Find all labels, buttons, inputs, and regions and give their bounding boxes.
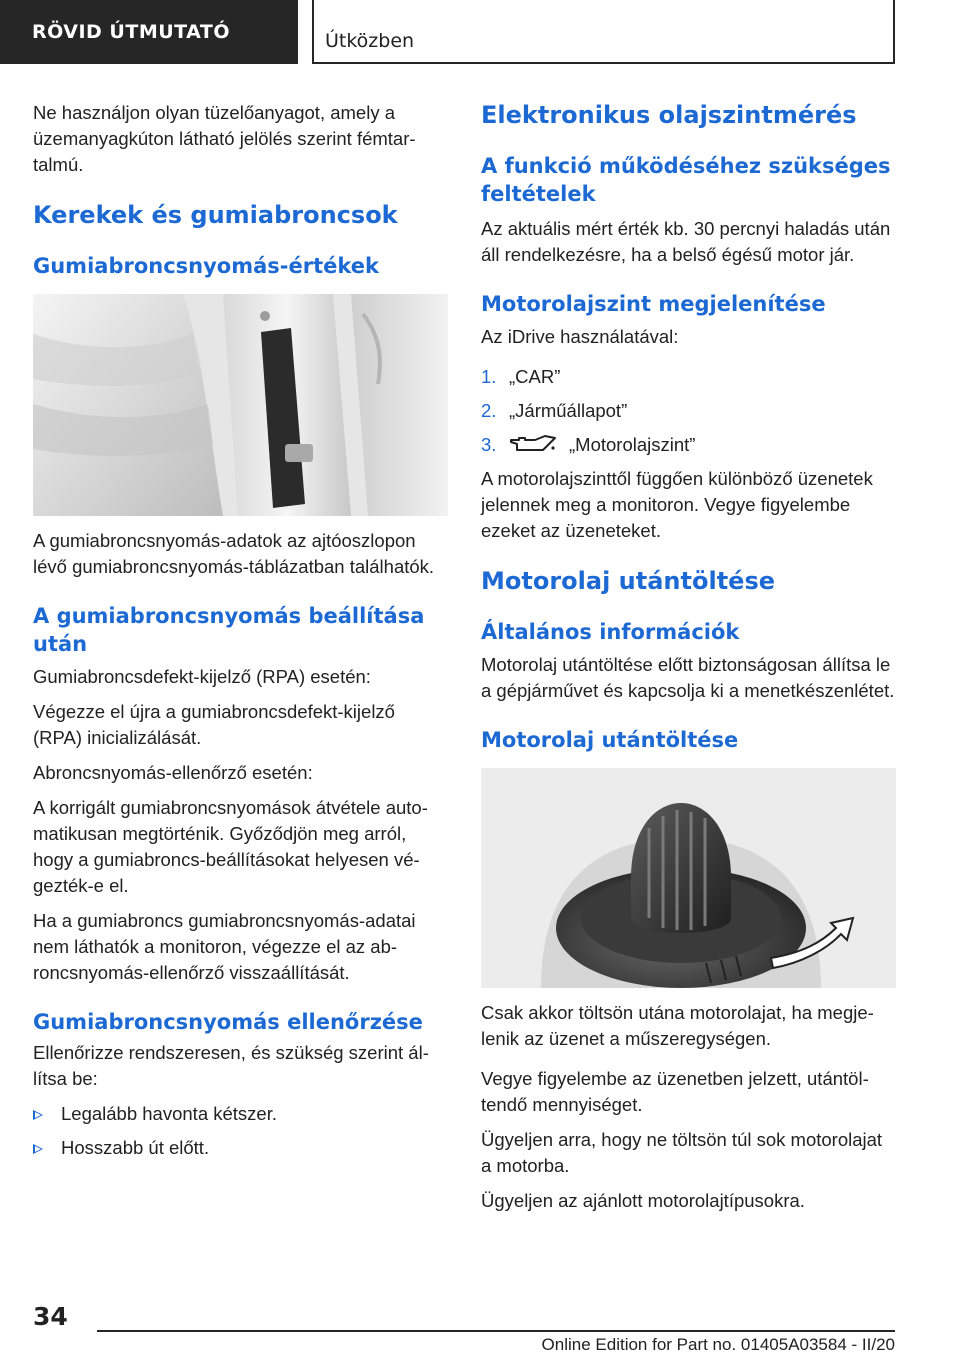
refill-oil-type-text: Ügyeljen az ajánlott motorolajtípusokra. — [481, 1190, 805, 1211]
section-title: Útközben — [325, 30, 415, 52]
oil-can-icon — [509, 434, 557, 454]
tpm-label: Abroncsnyomás-ellenőrző esetén: — [33, 762, 313, 783]
oil-cap-photo — [481, 768, 896, 988]
oil-measurement-heading: Elektronikus olajszintmérés — [481, 101, 857, 129]
left-column — [33, 100, 448, 1169]
oil-cap-illustration — [481, 768, 896, 988]
pressure-values-heading: Gumiabroncsnyomás-értékek — [33, 254, 379, 278]
pressure-check-heading: Gumiabroncsnyomás ellenőrzése — [33, 1010, 423, 1034]
refill-overfill-text: Ügyeljen arra, hogy ne töltsön túl sok motorolajat a motorba. — [481, 1129, 883, 1176]
general-info-text: Motorolaj utántöltése előtt biztonságosan állítsa le a gépjárművet és kapcsolja ki a menetkészenlétet. — [481, 654, 895, 701]
list-item: 2. „Járműállapot” — [481, 400, 628, 421]
footer-divider — [97, 1330, 895, 1332]
idrive-steps — [481, 364, 896, 458]
door-pillar-caption: A gumiabroncsnyomás-adatok az ajtóoszlopon lévő gumiabroncsnyomás-táblázatban találhatók. — [33, 530, 435, 577]
fuel-intro-text: Ne használjon olyan tüzelőanyagot, amely a üzemanyagkúton látható jelölés szerint fémtartalmú. — [33, 102, 416, 175]
door-pillar-illustration — [33, 294, 448, 516]
after-setting-heading: A gumiabroncsnyomás beállítása után — [33, 604, 425, 656]
general-info-heading: Általános információk — [481, 620, 740, 644]
right-column — [481, 100, 896, 1223]
header-divider-right — [893, 0, 895, 64]
oil-display-heading: Motorolajszint megjelenítése — [481, 292, 826, 316]
refill-caption: Csak akkor töltsön utána motorolajat, ha megjelenik az üzenet a műszeregységen. — [481, 1002, 874, 1049]
requirements-text: Az aktuális mért érték kb. 30 percnyi haladás után áll rendelkezésre, ha a belső égésű motor jár. — [481, 218, 891, 265]
rpa-label: Gumiabroncsdefekt-kijelző (RPA) esetén: — [33, 666, 371, 687]
edition-note: Online Edition for Part no. 01405A03584 - II/20 — [541, 1335, 895, 1354]
list-item: Legalább havonta kétszer. — [33, 1101, 448, 1127]
tpm-text: A korrigált gumiabroncsnyomások átvétele automatikusan megtörténik. Győződjön meg arról, hogy a gumiabroncs-beállításokat helyesen végezték-e el. — [33, 797, 428, 896]
oil-refill-subheading: Motorolaj utántöltése — [481, 728, 739, 752]
oil-refill-heading: Motorolaj utántöltése — [481, 567, 775, 595]
list-item: 3. „Motorolajszint” — [481, 434, 696, 455]
list-item: 1. „CAR” — [481, 366, 561, 387]
triangle-icon — [33, 1110, 43, 1120]
chapter-tab: RÖVID ÚTMUTATÓ — [0, 0, 298, 64]
oil-display-text: A motorolajszinttől függően különböző üzenetek jelennek meg a monitoron. Vegye figyelembe ezeket az üzeneteket. — [481, 468, 873, 541]
rpa-text: Végezze el újra a gumiabroncsdefekt-kijelző (RPA) inicializálását. — [33, 701, 395, 748]
header-divider — [312, 0, 314, 64]
wheels-heading: Kerekek és gumiabroncsok — [33, 201, 398, 229]
list-item: Hosszabb út előtt. — [33, 1135, 448, 1161]
page-number: 34 — [33, 1302, 68, 1331]
requirements-heading: A funkció működéséhez szükséges feltételek — [481, 154, 891, 206]
triangle-icon — [33, 1144, 43, 1154]
refill-quantity-text: Vegye figyelembe az üzenetben jelzett, utántöltendő mennyiséget. — [481, 1068, 869, 1115]
tpm-reset-text: Ha a gumiabroncs gumiabroncsnyomás-adatai nem láthatók a monitoron, végezze el az abroncsnyomás-ellenőrző visszaállítását. — [33, 910, 416, 983]
pressure-check-text: Ellenőrizze rendszeresen, és szükség szerint állítsa be: — [33, 1042, 429, 1089]
idrive-intro: Az iDrive használatával: — [481, 326, 679, 347]
header-underline — [312, 62, 895, 64]
door-pillar-photo — [33, 294, 448, 516]
pressure-check-list — [33, 1101, 448, 1161]
